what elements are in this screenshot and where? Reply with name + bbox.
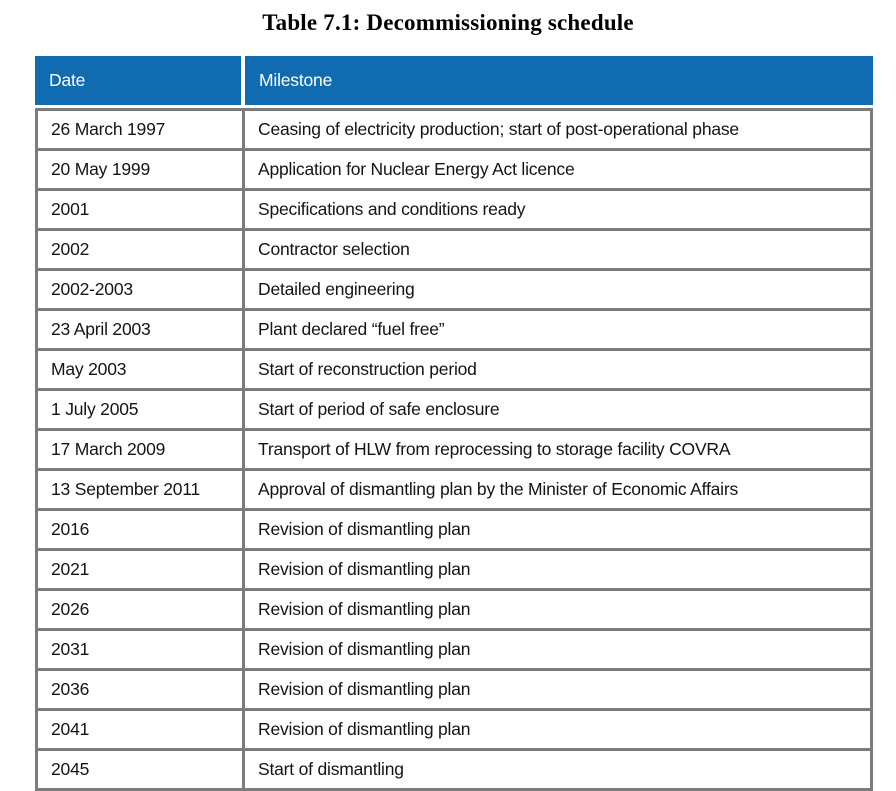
column-header-date: Date xyxy=(35,56,241,105)
table-row xyxy=(37,670,872,710)
date-cell: 2001 xyxy=(37,190,244,230)
milestone-cell: Revision of dismantling plan xyxy=(244,710,872,750)
milestone-cell: Revision of dismantling plan xyxy=(244,670,872,710)
date-cell: 1 July 2005 xyxy=(37,390,244,430)
table-row xyxy=(37,470,872,510)
date-cell: 2021 xyxy=(37,550,244,590)
milestone-cell: Revision of dismantling plan xyxy=(244,550,872,590)
milestone-cell: Revision of dismantling plan xyxy=(244,510,872,550)
date-cell: 2045 xyxy=(37,750,244,790)
milestone-cell: Contractor selection xyxy=(244,230,872,270)
milestone-cell: Plant declared “fuel free” xyxy=(244,310,872,350)
milestone-cell: Start of dismantling xyxy=(244,750,872,790)
table-row xyxy=(37,150,872,190)
table-row xyxy=(37,430,872,470)
table-row xyxy=(37,550,872,590)
milestone-cell: Approval of dismantling plan by the Minister of Economic Affairs xyxy=(244,470,872,510)
date-cell: 2026 xyxy=(37,590,244,630)
milestone-cell: Transport of HLW from reprocessing to storage facility COVRA xyxy=(244,430,872,470)
date-cell: 2002 xyxy=(37,230,244,270)
table-header-row xyxy=(35,56,873,105)
schedule-body xyxy=(35,108,873,791)
milestone-cell: Revision of dismantling plan xyxy=(244,590,872,630)
table-row xyxy=(37,590,872,630)
milestone-cell: Ceasing of electricity production; start of post-operational phase xyxy=(244,110,872,150)
milestone-cell: Specifications and conditions ready xyxy=(244,190,872,230)
page-title: Table 7.1: Decommissioning schedule xyxy=(262,10,634,35)
milestone-cell: Start of reconstruction period xyxy=(244,350,872,390)
table-row xyxy=(37,710,872,750)
decommissioning-schedule-table xyxy=(35,56,873,791)
date-cell: May 2003 xyxy=(37,350,244,390)
column-header-milestone: Milestone xyxy=(245,56,873,105)
milestone-cell: Detailed engineering xyxy=(244,270,872,310)
date-cell: 26 March 1997 xyxy=(37,110,244,150)
table-row xyxy=(37,190,872,230)
date-cell: 2031 xyxy=(37,630,244,670)
date-cell: 2041 xyxy=(37,710,244,750)
table-row xyxy=(37,230,872,270)
table-row xyxy=(37,270,872,310)
milestone-cell: Application for Nuclear Energy Act licence xyxy=(244,150,872,190)
table-row xyxy=(37,390,872,430)
date-cell: 2016 xyxy=(37,510,244,550)
table-row xyxy=(37,630,872,670)
table-row xyxy=(37,350,872,390)
date-cell: 20 May 1999 xyxy=(37,150,244,190)
date-cell: 17 March 2009 xyxy=(37,430,244,470)
table-row xyxy=(37,310,872,350)
table-row xyxy=(37,750,872,790)
milestone-cell: Start of period of safe enclosure xyxy=(244,390,872,430)
milestone-cell: Revision of dismantling plan xyxy=(244,630,872,670)
date-cell: 2002-2003 xyxy=(37,270,244,310)
date-cell: 13 September 2011 xyxy=(37,470,244,510)
table-row xyxy=(37,510,872,550)
date-cell: 2036 xyxy=(37,670,244,710)
date-cell: 23 April 2003 xyxy=(37,310,244,350)
table-row xyxy=(37,110,872,150)
